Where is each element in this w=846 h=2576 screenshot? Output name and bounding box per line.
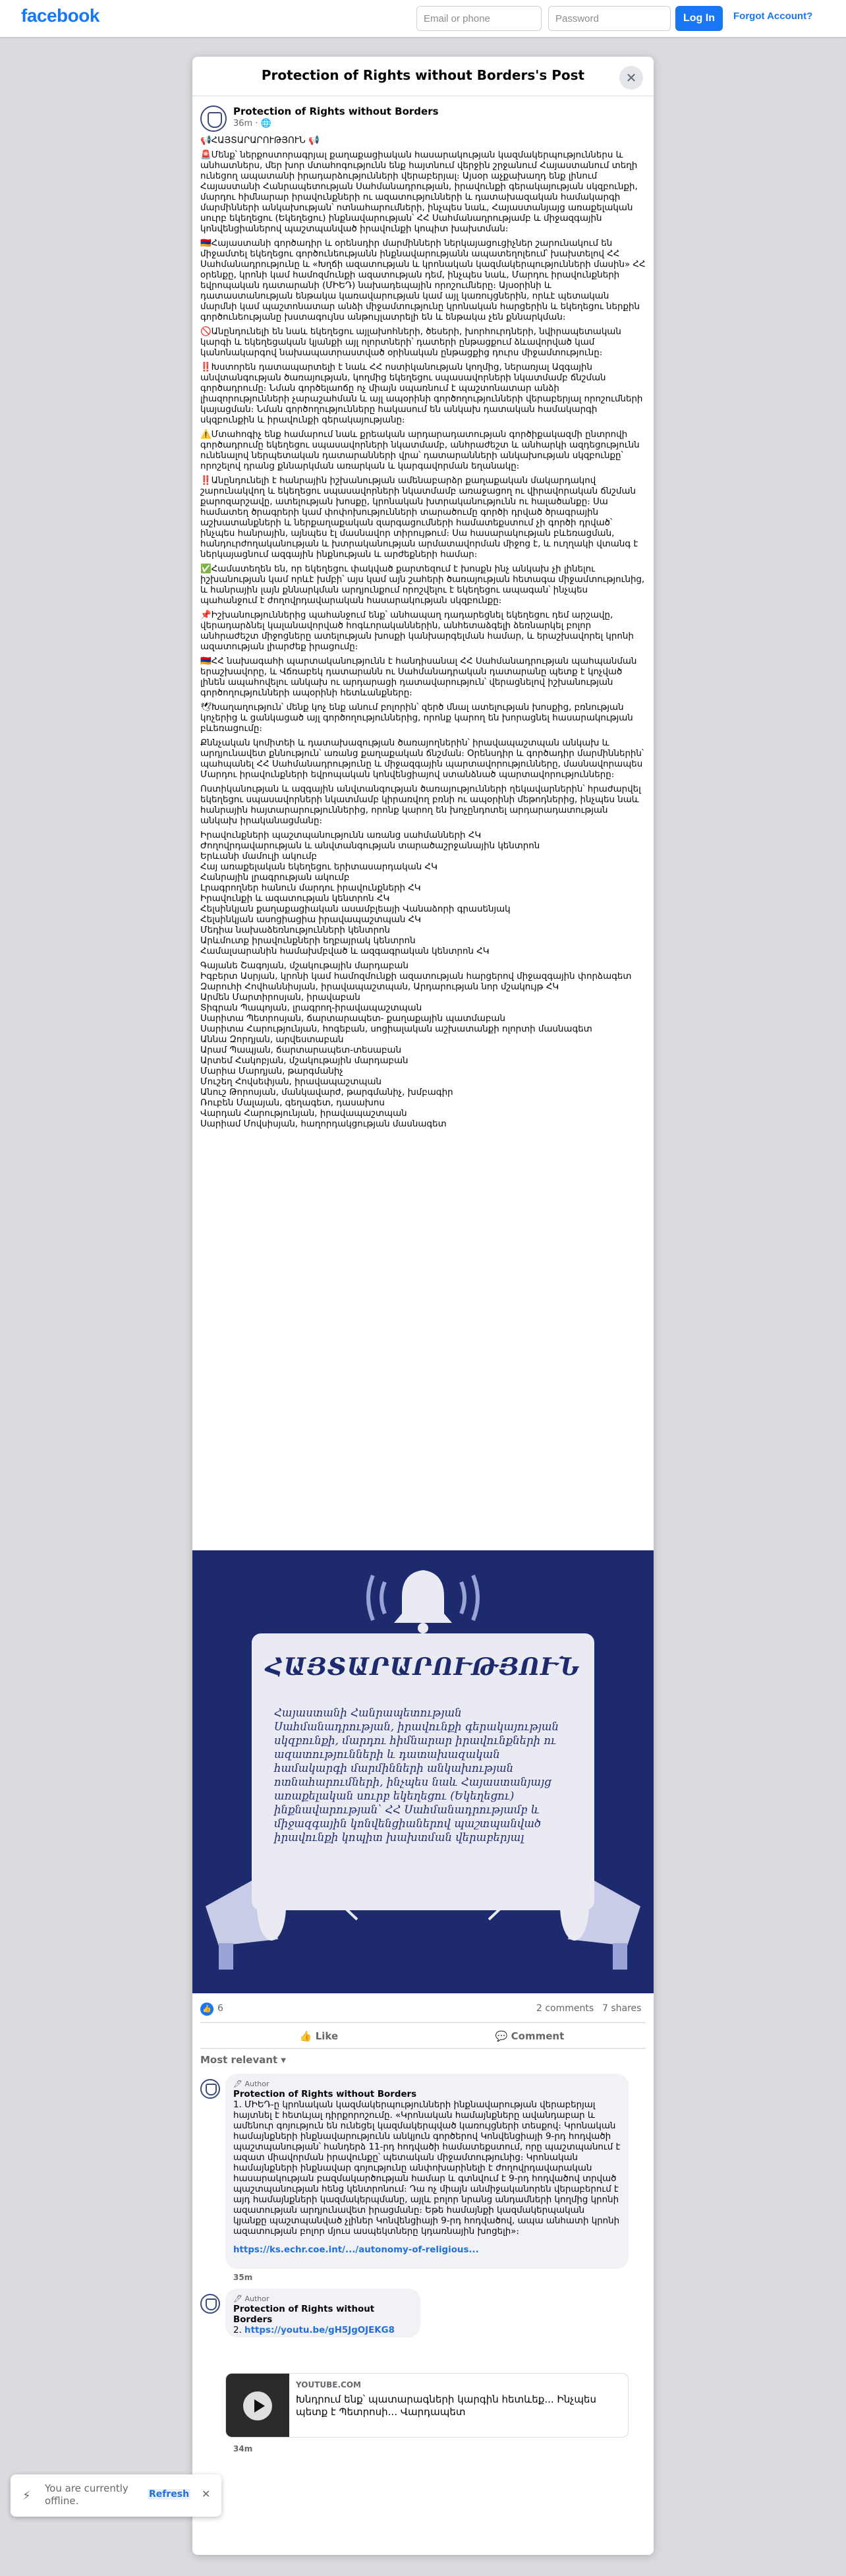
author-name[interactable]: Protection of Rights without Borders <box>233 105 439 117</box>
announcement-image[interactable] <box>192 1550 654 1993</box>
announcement-title: ՀԱՅՏԱՐԱՐՈՒԹՅՈՒՆ <box>266 1653 580 1681</box>
post-paragraph: 🕊Խաղաղություն՝ մենք կոչ ենք անում բոլորին՝ զերծ մնալ ատելության խոսքից, բռնության կոչերից և ցանկացած այլ գործողություններից, որոնք կարող են խորացնել հասարակության բևեռացումը։ <box>200 703 633 734</box>
comment-bubble <box>225 2289 423 2369</box>
video-title[interactable]: Խնդրում ենք՝ պատարագների կարգին հետևեք... Ինչպես պետք է Պետրոսի... Վարդապետ <box>296 2393 596 2418</box>
post-paragraph: 🚫Անընդունելի են նաև եկեղեցու այլախոհների, ծեսերի, խորհուրդների, նվիրապետական կարգի և եկեղեցական կյանքի այլ ոլորտների՝ դատերի ընթացքում ձևավորված կամ կանոնակարգով նախապատրաստված օրինական ընթացքից դուրս միջամտությունը։ <box>200 327 621 358</box>
post-stats <box>200 2001 646 2017</box>
facebook-logo[interactable]: facebook <box>21 5 99 26</box>
share-count[interactable]: 7 shares <box>602 2003 642 2014</box>
comment-time[interactable]: 35m <box>233 2273 253 2282</box>
avatar[interactable] <box>200 105 227 132</box>
post-paragraph: ✅Համատեղեն են, որ եկեղեցու փակված քարտեզում է խոսքն ինչ անկախ չի լինելու իշխանության կամ որևէ խմբի՝ այս կամ այն շահերի ծառայության հետագա միջամտությունից, և հանրային լայն քննարկման արդյունքում որոշվելու է եկեղեցու ապագան՝ ինչպես պահանջում է ժողովրդավարական հասարակության սկզբունքը։ <box>200 564 645 606</box>
forgot-account-link[interactable]: Forgot Account? <box>733 11 813 22</box>
password-field[interactable] <box>548 6 671 31</box>
offline-toast <box>11 2474 221 2517</box>
post-paragraph: 🇦🇲Հայաստանի գործադիր և օրենսդիր մարմինների ներկայացուցիչներ շարունակում են միջամտել եկեղեցու գործունեությանն ինքնավարությանն ապատեղոլեում՝ խախտելով ՀՀ Սահմանադրությունը և «Խղճի ազատության և կրոնական կազմակերպությունների մասին» ՀՀ օրենքը, կրոնի կամ համոզմունքի ազատության դեմ, ինչպես նաև, Մարդու իրավունքների եվրոպական դատարանի (ՄԻԵԴ) նախադեպային որոշումները։ Այսօրինի և դատաստանության ենթակա կառավարության կամ այլ կառույցներին, որևէ պետական մարմնի կամ պաշտոնատար անձի միջամտությունը կրոնական հարցերին և եկեղեցու ներքին գործունեությանը խստագույնս անթույլատրելի են և ենթակա չեն քննարկման։ <box>200 239 646 322</box>
announcement-card <box>252 1633 594 1910</box>
comment-author[interactable]: Protection of Rights without Borders <box>233 2304 375 2325</box>
bell-icon <box>368 1570 478 1633</box>
signatory-individuals: Գայանե Շագոյան, մշակութային մարդաբան Իգբերտ Ասրյան, կրոնի կամ համոզմունքի ազատության հարցերով միջազգային փորձագետ Զարուհի Հովհաննիսյան, իրավապաշտպան, Արդարության նոր մշակույթ ՀԿ Արմեն Մարտիրոսյան, իրավաբան Տիգրան Պապոյան, լրագրող-իրավապաշտպան Սարիտա Պետրոսյան, ճարտարապետ- քաղաքային պատմաբան Սարիտա Հարությունյան, հոգեբան, սոցիալական աշխատանքի ոլորտի մասնագետ Աննա Զորդյան, արվեստաբան Արամ Պապյան, ճարտարապետ-տեսաբան Արտեմ Հակոբյան, մշակութային մարդաբան Մարիա Մարդյան, թարգմանիչ Մուշեղ Հովսեփյան, իրավապաշտպան Անուշ Թորոսյան, մանկավարժ, թարգմանիչ, խմբագիր Ռուբեն Մալայան, գեղագետ, դասախոս Վարդան Հարությունյան, իրավապաշտպան Սարիամ Մովսիսյան, հաղորդակցության մասնագետ <box>200 961 632 1129</box>
author-badge: 🖊 Author <box>233 2295 269 2303</box>
link-source: YOUTUBE.COM <box>296 2380 361 2389</box>
chevron-down-icon: ▾ <box>281 2054 286 2066</box>
offline-message: You are currently offline. <box>45 2482 128 2507</box>
comment-count[interactable]: 2 comments <box>536 2003 594 2014</box>
post-paragraph: 📢ՀԱՅՏԱՐԱՐՈՒԹՅՈՒՆ 📢 <box>200 136 320 146</box>
comment-icon: 💬 <box>495 2030 511 2042</box>
post-paragraph: 🚨Մենք՝ ներքոստորագրյալ քաղաքացիական հասարակության կազմակերպություններս և անհատներս, մեր խոր մտահոգությունն ենք հայտնում վերջին շրջանում Հայաստանում տեղի ունեցող ապատանի իրադարձությունների վերաբերյալ։ Այսօր աչքախաղդ ենք լինում Հայաստանի Հանրապետության Սահմանադրության, իրավունքի գերակայության սկզբունքի, մարդու հիմնարար իրավունքների ու ազատությունների և դատախազական համակարգի մարմինների անկախության՝ ոտնահարումների, ինչպես նաև, Հայաստանյայց առաքելական սուրբ եկեղեցու (Եկեղեցու) ինքնավարության՝ ՀՀ Սահմանադրությամբ և միջազգային կոնվենցիաներով պաշտպանված իրավունքի կոպիտ խախտման։ <box>200 150 638 234</box>
play-icon[interactable] <box>243 2391 272 2420</box>
signatory-organizations: Իրավունքների պաշտպանությունն առանց սահմանների ՀԿ Ժողովրդավարության և անվտանգության տարածաշրջանային կենտրոն Երևանի մամուլի ակումբ Հայ առաքելական եկեղեցու երիտասարդական ՀԿ Հանրային լրագրության ակումբ Լրագրողներ հանուն մարդու իրավունքների ՀԿ Իրավունքի և ազատության կենտրոն ՀԿ Հելսինկյան քաղաքացիական ասամբլեայի Վանաձորի գրասենյակ Հելսինկյան ասոցիացիա իրավապաշտպան ՀԿ Մեդիա նախաձեռնությունների կենտրոն Արևմուտք իրավունքների եղբայրակ կենտրոն Համալսարանին համախմբված և ազգագրական կենտրոն ՀԿ <box>200 831 540 956</box>
post-meta: 36m · 🌐 <box>233 119 271 129</box>
post-paragraph: 📌Իշխանություններից պահանջում ենք՝ անհապաղ դադարեցնել եկեղեցու դեմ արշավը, վերադարձնել կալանավորված հոգևորականներին, անհետաձգելի ձեռնարկել բոլոր անհրաժեշտ միջոցները ատելության խոսքի կանխարգելման համար, և երաշխավորել կրոնի ազատության լիարժեք իրացումը։ <box>200 610 634 652</box>
avatar[interactable] <box>200 2079 220 2099</box>
top-navigation-bar <box>0 0 846 37</box>
dialog-title: Protection of Rights without Borders's Post <box>261 67 585 83</box>
email-field[interactable] <box>416 6 542 31</box>
post-paragraph: 🇦🇲ՀՀ նախագահի պարտականությունն է հանդիսանալ ՀՀ Սահմանադրության պահպանման երաշխավորը, և Վճռաբեկ դատարանն ու Սահմանադրական դատարանը պետք է կոչված լինեն ապահովելու անկախ ու արդարացի դատավարություն՝ վերացնելով իշխանության գործողությունների ապօրինի հետևանքները։ <box>200 657 637 698</box>
post-dialog <box>192 57 654 2555</box>
comment-author[interactable]: Protection of Rights without Borders <box>233 2090 417 2099</box>
comment-link[interactable]: https://youtu.be/gH5JgOJEKG8 <box>244 2326 395 2335</box>
close-icon[interactable]: ✕ <box>619 66 643 90</box>
comment-time[interactable]: 34m <box>233 2444 253 2453</box>
comment-text: 2. https://youtu.be/gH5JgOJEKG8 <box>233 2326 395 2335</box>
comment-link[interactable]: https://ks.echr.coe.int/.../autonomy-of-religious... <box>233 2245 479 2255</box>
like-button[interactable]: 👍 Like <box>299 2030 339 2042</box>
like-count[interactable]: 6 <box>217 2003 223 2014</box>
author-badge: 🖊 Author <box>233 2080 269 2088</box>
announcement-body: Հայաստանի Հանրապետության Սահմանադրության, իրավունքի գերակայության սկզբունքի, մարդու հիմնարար իրավունքների ու ազատությունների և դատախազական համակարգի մարմինների անկախության ոտնահարումների, ինչպես նաև Հայաստանյայց առաքելական սուրբ եկեղեցու (Եկեղեցու) ինքնավարության՝ ՀՀ Սահմանադրությամբ և միջազգային կոնվենցիաներով պաշտպանված իրավունքի կոպիտ խախտման վերաբերյալ <box>274 1707 559 1844</box>
like-reaction-icon: 👍 <box>200 2003 213 2016</box>
comment-sort-dropdown[interactable]: Most relevant ▾ <box>200 2054 286 2066</box>
post-body <box>200 136 646 1134</box>
youtube-preview-card[interactable] <box>225 2373 629 2438</box>
post-paragraph: ‼️Անընդունելի է հանրային իշխանության ամենաբարձր քաղաքական մակարդակով շարունակվող և եկեղեցու սպասավորների նկատմամբ առաջացող ու վիրավորական ճնշման քարոզարշավը, ատելության խոսքը, կրոնական խտրականությունն ու հալածանքը։ Սա համատեղ ծրագրերի կամ փոփոխությունների տարածումը գործի դրված ծրագրային աշխատանքների և ներքաղաքական զարգացումների համատեքստում չի գործի դրված՝ ինչպես հանրային, այնպես էլ մասնավոր տիրույթում։ Սա հասարակության բևեռացման, հանդուրժողականության և խտրականության արմատավորման միջոց է, և ուղղակի վտանգ է ներկայացնում ազգային ինքնության և արժեքների համար։ <box>200 476 638 560</box>
post-paragraph: Քննչական կոմիտեի և դատախազության ծառայողներին՝ իրավապաշտպան անկախ և արդյունավետ քննություն՝ առանց քաղաքական ճնշման։ Օրենսդիր և գործադիր մարմիններին՝ պահպանել ՀՀ Սահմանադրությունը և միջազգային պարտավորությունները, մասնավորապես Մարդու իրավունքների եվրոպական կոնվենցիայով ստանձնած պարտավորությունները։ <box>200 738 644 780</box>
comment-text: 1. ՄԻԵԴ-ը կրոնական կազմակերպությունների ինքնավարության վերաբերյալ հայտնել է հետևյալ դիրքորոշումը. «Կրոնական համայնքները ավանդաբար և ամենուր գոյություն են ունեցել կազմակերպված կառույցների տեսքով։ Կրոնական համայնքների ինքնավարությունն անկյուն գործերով Կոնվենցիայի 9-րդ հոդվածի պաշտպանության՝ հանդերձ 11-րդ հոդվածի համատեքստում, որը պաշտպանում է ազատ միավորման իրավունքը՝ պետական միջամտությունից։ Կրոնական համայնքների ինքնավար գոյությունը անփոխարինելի է ժողովրդավարական հասարակության բազմակարծության համար և գտնվում է 9-րդ հոդվածով տրված պաշտպանության հենց կենտրոնում։ Դա ոչ միայն անմիջականորեն վերաբերում է այդ համայնքների կազմակերպմանը, այլև բոլոր նրանց անդամների կողմից կրոնի ազատության արդյունավետ իրացմանը։ Եթե ​​համայնքի կազմակերպական կյանքը պաշտպանված չլիներ Կոնվենցիայի 9-րդ հոդվածով, ապա անհատի կրոնի ազատության բոլոր մյուս ասպեկտները կդառնային խոցելի»։ <box>233 2100 621 2237</box>
comment-button[interactable]: 💬 Comment <box>495 2030 565 2042</box>
post-paragraph: ‼️Խստորեն դատապարտելի է նաև ՀՀ ոստիկանության կողմից, ներառյալ Ազգային անվտանգության ծառայության, կողմից եկեղեցու սպասավորների նկատմամբ ճնշման գործադրումը։ Նման գործելաոճը ոչ միայն սպառնում է պաշտոնատար անձի լիազորությունների չարաշահման և այլ ապօրինի գործողությունների վերաբերյալ որոշումների կայացման։ Նման գործողությունները հակասում են անկախ դատական համակարգի սկզբունքին և իրավունքի գերակայությանը։ <box>200 363 643 425</box>
post-paragraph: ⚠️Մտահոգիչ ենք համարում նաև քրեական արդարադատության գործիքակազմի ընտրովի գործադրումը եկեղեցու սպասավորների նկատմամբ, անհրաժեշտ և անհարկի ազդեցությունն ունենալով ներպետական դատարանների վրա՝ դատարանների անկախության սկզբունքը՝ որոշելով դրանց քննարկման առարկան և կարգավորման եղանակը։ <box>200 430 640 471</box>
globe-icon: 🌐 <box>260 119 271 129</box>
thumbs-up-icon: 👍 <box>299 2030 316 2042</box>
post-author <box>200 104 648 133</box>
dialog-header <box>192 57 654 96</box>
login-button[interactable]: Log In <box>675 6 723 31</box>
comment-bubble <box>225 2074 629 2269</box>
refresh-button[interactable]: Refresh <box>149 2489 190 2500</box>
video-thumbnail[interactable] <box>226 2374 289 2438</box>
wifi-off-icon: ⚡ <box>22 2489 31 2503</box>
close-icon[interactable]: ✕ <box>202 2488 211 2500</box>
post-time[interactable]: 36m <box>233 119 253 129</box>
avatar[interactable] <box>200 2294 220 2314</box>
post-paragraph: Ոստիկանության և ազգային անվտանգության ծառայությունների ղեկավարներին՝ հրաժարվել եկեղեցու սպասավորների նկատմամբ կիրառվող բռնի ու ապօրինի մեթոդներից, ինչպես նաև հանրային հայտարարություններից, որոնք կարող են խոչընդոտել արդարադատության անկախ իրականացմանը։ <box>200 784 641 826</box>
post-actions <box>200 2022 646 2049</box>
